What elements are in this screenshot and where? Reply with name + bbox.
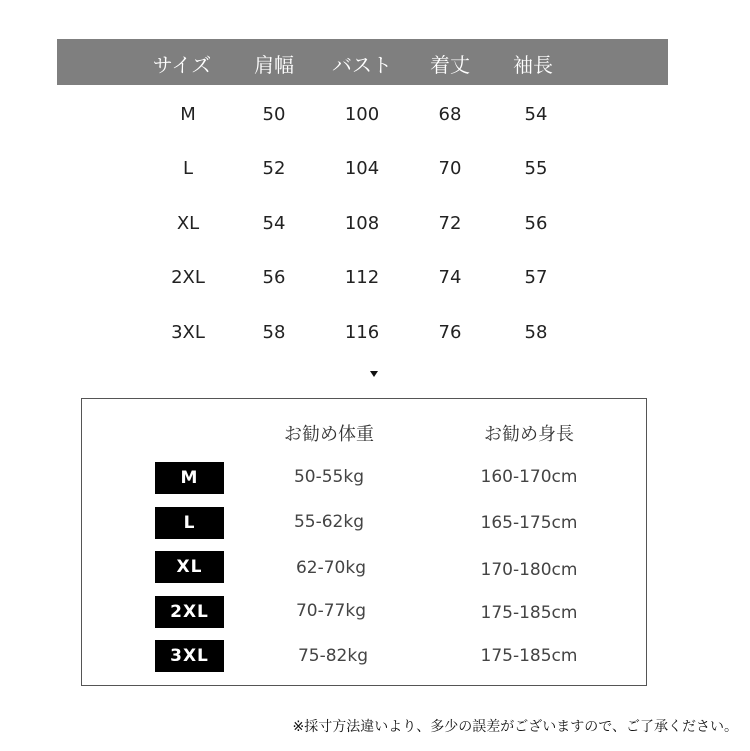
size-badge xyxy=(155,640,224,672)
recommended-height: 175-185cm xyxy=(480,603,578,623)
size-badge-label: L xyxy=(183,513,196,533)
size-badge-label: 2XL xyxy=(170,602,209,622)
recommended-height-header: お勧め身長 xyxy=(484,424,574,445)
table-cell: 74 xyxy=(438,267,462,288)
table-cell-size: XL xyxy=(176,213,200,234)
recommended-height: 175-185cm xyxy=(480,646,578,666)
recommended-weight: 75-82kg xyxy=(297,646,369,666)
size-badge-label: M xyxy=(180,468,199,488)
table-cell: 54 xyxy=(262,213,286,234)
table-cell: 55 xyxy=(524,158,548,179)
table-cell: 104 xyxy=(344,158,380,179)
table-cell: 112 xyxy=(344,267,380,288)
table-cell-size: L xyxy=(182,158,194,179)
size-badge xyxy=(155,551,224,583)
table-cell-size: 2XL xyxy=(171,267,205,288)
header-sleeve: 袖長 xyxy=(513,53,553,77)
header-bust: バスト xyxy=(332,53,392,77)
table-cell: 70 xyxy=(438,158,462,179)
header-shoulder: 肩幅 xyxy=(254,53,294,77)
size-badge-label: 3XL xyxy=(170,646,209,666)
recommended-height: 160-170cm xyxy=(480,467,578,487)
recommended-weight: 55-62kg xyxy=(293,512,365,532)
table-cell: 72 xyxy=(438,213,462,234)
table-cell-size: M xyxy=(180,104,196,125)
size-badge xyxy=(155,596,224,628)
header-size: サイズ xyxy=(152,53,212,77)
table-cell: 108 xyxy=(344,213,380,234)
recommended-height: 170-180cm xyxy=(480,560,578,580)
recommended-weight: 50-55kg xyxy=(293,467,365,487)
table-cell: 76 xyxy=(438,322,462,343)
table-cell: 57 xyxy=(524,267,548,288)
table-cell: 58 xyxy=(524,322,548,343)
size-badge xyxy=(155,462,224,494)
recommended-weight: 62-70kg xyxy=(295,558,367,578)
table-cell: 56 xyxy=(262,267,286,288)
recommended-weight-header: お勧め体重 xyxy=(284,424,374,445)
table-cell: 52 xyxy=(262,158,286,179)
size-badge-label: XL xyxy=(176,557,203,577)
table-cell: 116 xyxy=(344,322,380,343)
table-cell: 100 xyxy=(344,104,380,125)
table-cell: 58 xyxy=(262,322,286,343)
table-cell: 56 xyxy=(524,213,548,234)
table-cell-size: 3XL xyxy=(171,322,205,343)
recommended-height: 165-175cm xyxy=(480,513,578,533)
header-length: 着丈 xyxy=(430,53,470,77)
measurement-note: ※採寸方法違いより、多少の誤差がございますので、ご了承ください。 xyxy=(292,719,738,735)
size-badge xyxy=(155,507,224,539)
table-cell: 54 xyxy=(524,104,548,125)
table-cell: 68 xyxy=(438,104,462,125)
table-cell: 50 xyxy=(262,104,286,125)
recommended-weight: 70-77kg xyxy=(295,601,367,621)
triangle-down-icon xyxy=(370,371,378,377)
